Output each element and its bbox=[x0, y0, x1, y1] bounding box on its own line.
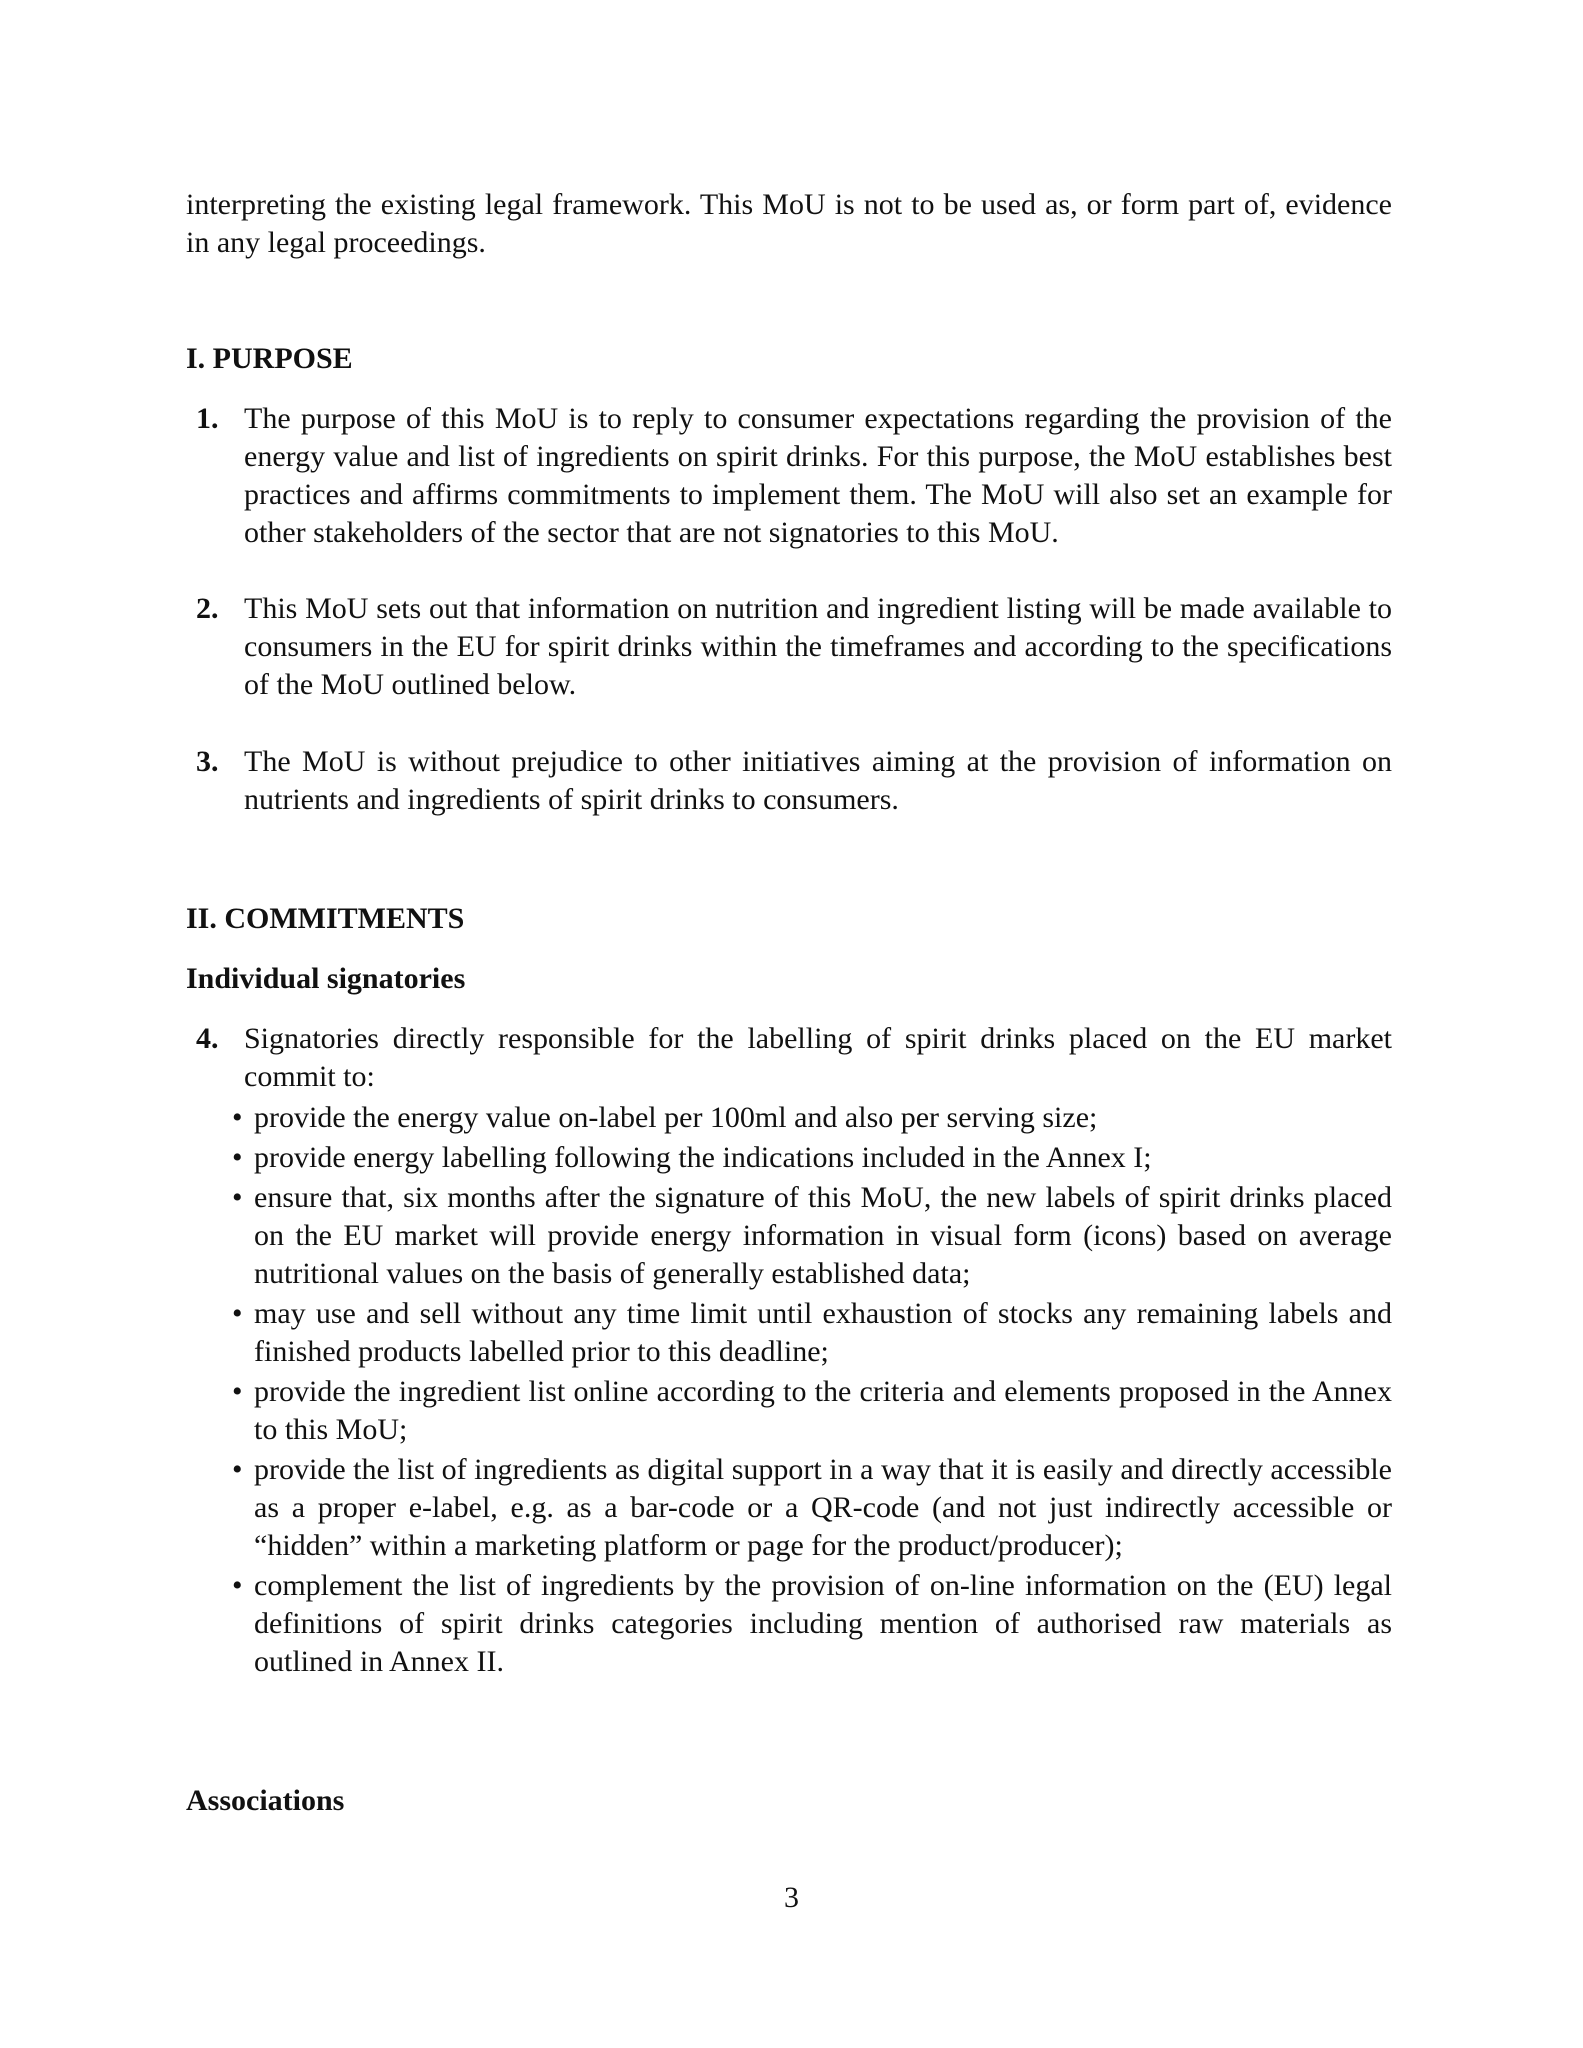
item-number: 2. bbox=[196, 592, 219, 625]
bullet-icon: • bbox=[232, 1375, 243, 1408]
individual-signatories-heading: Individual signatories bbox=[186, 962, 466, 995]
bullet-icon: • bbox=[232, 1101, 243, 1134]
bullet-text: provide the energy value on-label per 100ml and also per serving size; bbox=[254, 1101, 1098, 1134]
bullet-item bbox=[228, 1567, 1392, 1681]
bullet-icon: • bbox=[232, 1453, 243, 1486]
associations-heading: Associations bbox=[186, 1784, 345, 1817]
bullet-text: ensure that, six months after the signature of this MoU, the new labels of spirit drinks placed on the EU market will provide energy information in visual form (icons) based on average nutritional values on the basis of generally established data; bbox=[254, 1181, 1392, 1290]
bullet-text: may use and sell without any time limit until exhaustion of stocks any remaining labels and finished products labelled prior to this deadline; bbox=[254, 1297, 1392, 1368]
bullet-item bbox=[228, 1139, 1392, 1177]
bullet-text: complement the list of ingredients by the provision of on-line information on the (EU) legal definitions of spirit drinks categories including mention of authorised raw materials as outlined in Annex II. bbox=[254, 1569, 1392, 1678]
purpose-item-3 bbox=[186, 743, 1392, 819]
bullet-icon: • bbox=[232, 1569, 243, 1602]
bullet-icon: • bbox=[232, 1141, 243, 1174]
item-number: 3. bbox=[196, 745, 219, 778]
commitment-item-4 bbox=[186, 1020, 1392, 1096]
bullet-text: provide the list of ingredients as digital support in a way that it is easily and directly accessible as a proper e-label, e.g. as a bar-code or a QR-code (and not just indirectly accessible or “hidden” within a marketing platform or page for the product/producer); bbox=[254, 1453, 1392, 1562]
purpose-item-1 bbox=[186, 400, 1392, 552]
item-text: This MoU sets out that information on nutrition and ingredient listing will be made available to consumers in the EU for spirit drinks within the timeframes and according to the specifications of the MoU outlined below. bbox=[244, 592, 1392, 701]
commitment-bullet-list bbox=[228, 1099, 1392, 1683]
item-number: 4. bbox=[196, 1022, 219, 1055]
bullet-text: provide energy labelling following the indications included in the Annex I; bbox=[254, 1141, 1152, 1174]
item-number: 1. bbox=[196, 402, 219, 435]
purpose-heading: I. PURPOSE bbox=[186, 342, 353, 375]
item-text: Signatories directly responsible for the labelling of spirit drinks placed on the EU market commit to: bbox=[244, 1022, 1392, 1093]
bullet-item bbox=[228, 1451, 1392, 1565]
bullet-text: provide the ingredient list online according to the criteria and elements proposed in the Annex to this MoU; bbox=[254, 1375, 1392, 1446]
bullet-icon: • bbox=[232, 1297, 243, 1330]
bullet-item bbox=[228, 1099, 1392, 1137]
bullet-icon: • bbox=[232, 1181, 243, 1214]
item-text: The purpose of this MoU is to reply to consumer expectations regarding the provision of the energy value and list of ingredients on spirit drinks. For this purpose, the MoU establishes best practices and affirms commitments to implement them. The MoU will also set an example for other stakeholders of the sector that are not signatories to this MoU. bbox=[244, 402, 1392, 549]
item-text: The MoU is without prejudice to other initiatives aiming at the provision of information on nutrients and ingredients of spirit drinks to consumers. bbox=[244, 745, 1392, 816]
purpose-item-2 bbox=[186, 590, 1392, 704]
bullet-item bbox=[228, 1295, 1392, 1371]
commitments-heading: II. COMMITMENTS bbox=[186, 902, 465, 935]
bullet-item bbox=[228, 1179, 1392, 1293]
page-number: 3 bbox=[784, 1881, 799, 1914]
bullet-item bbox=[228, 1373, 1392, 1449]
intro-paragraph: interpreting the existing legal framework. This MoU is not to be used as, or form part of, evidence in any legal proceedings. bbox=[186, 188, 1392, 259]
